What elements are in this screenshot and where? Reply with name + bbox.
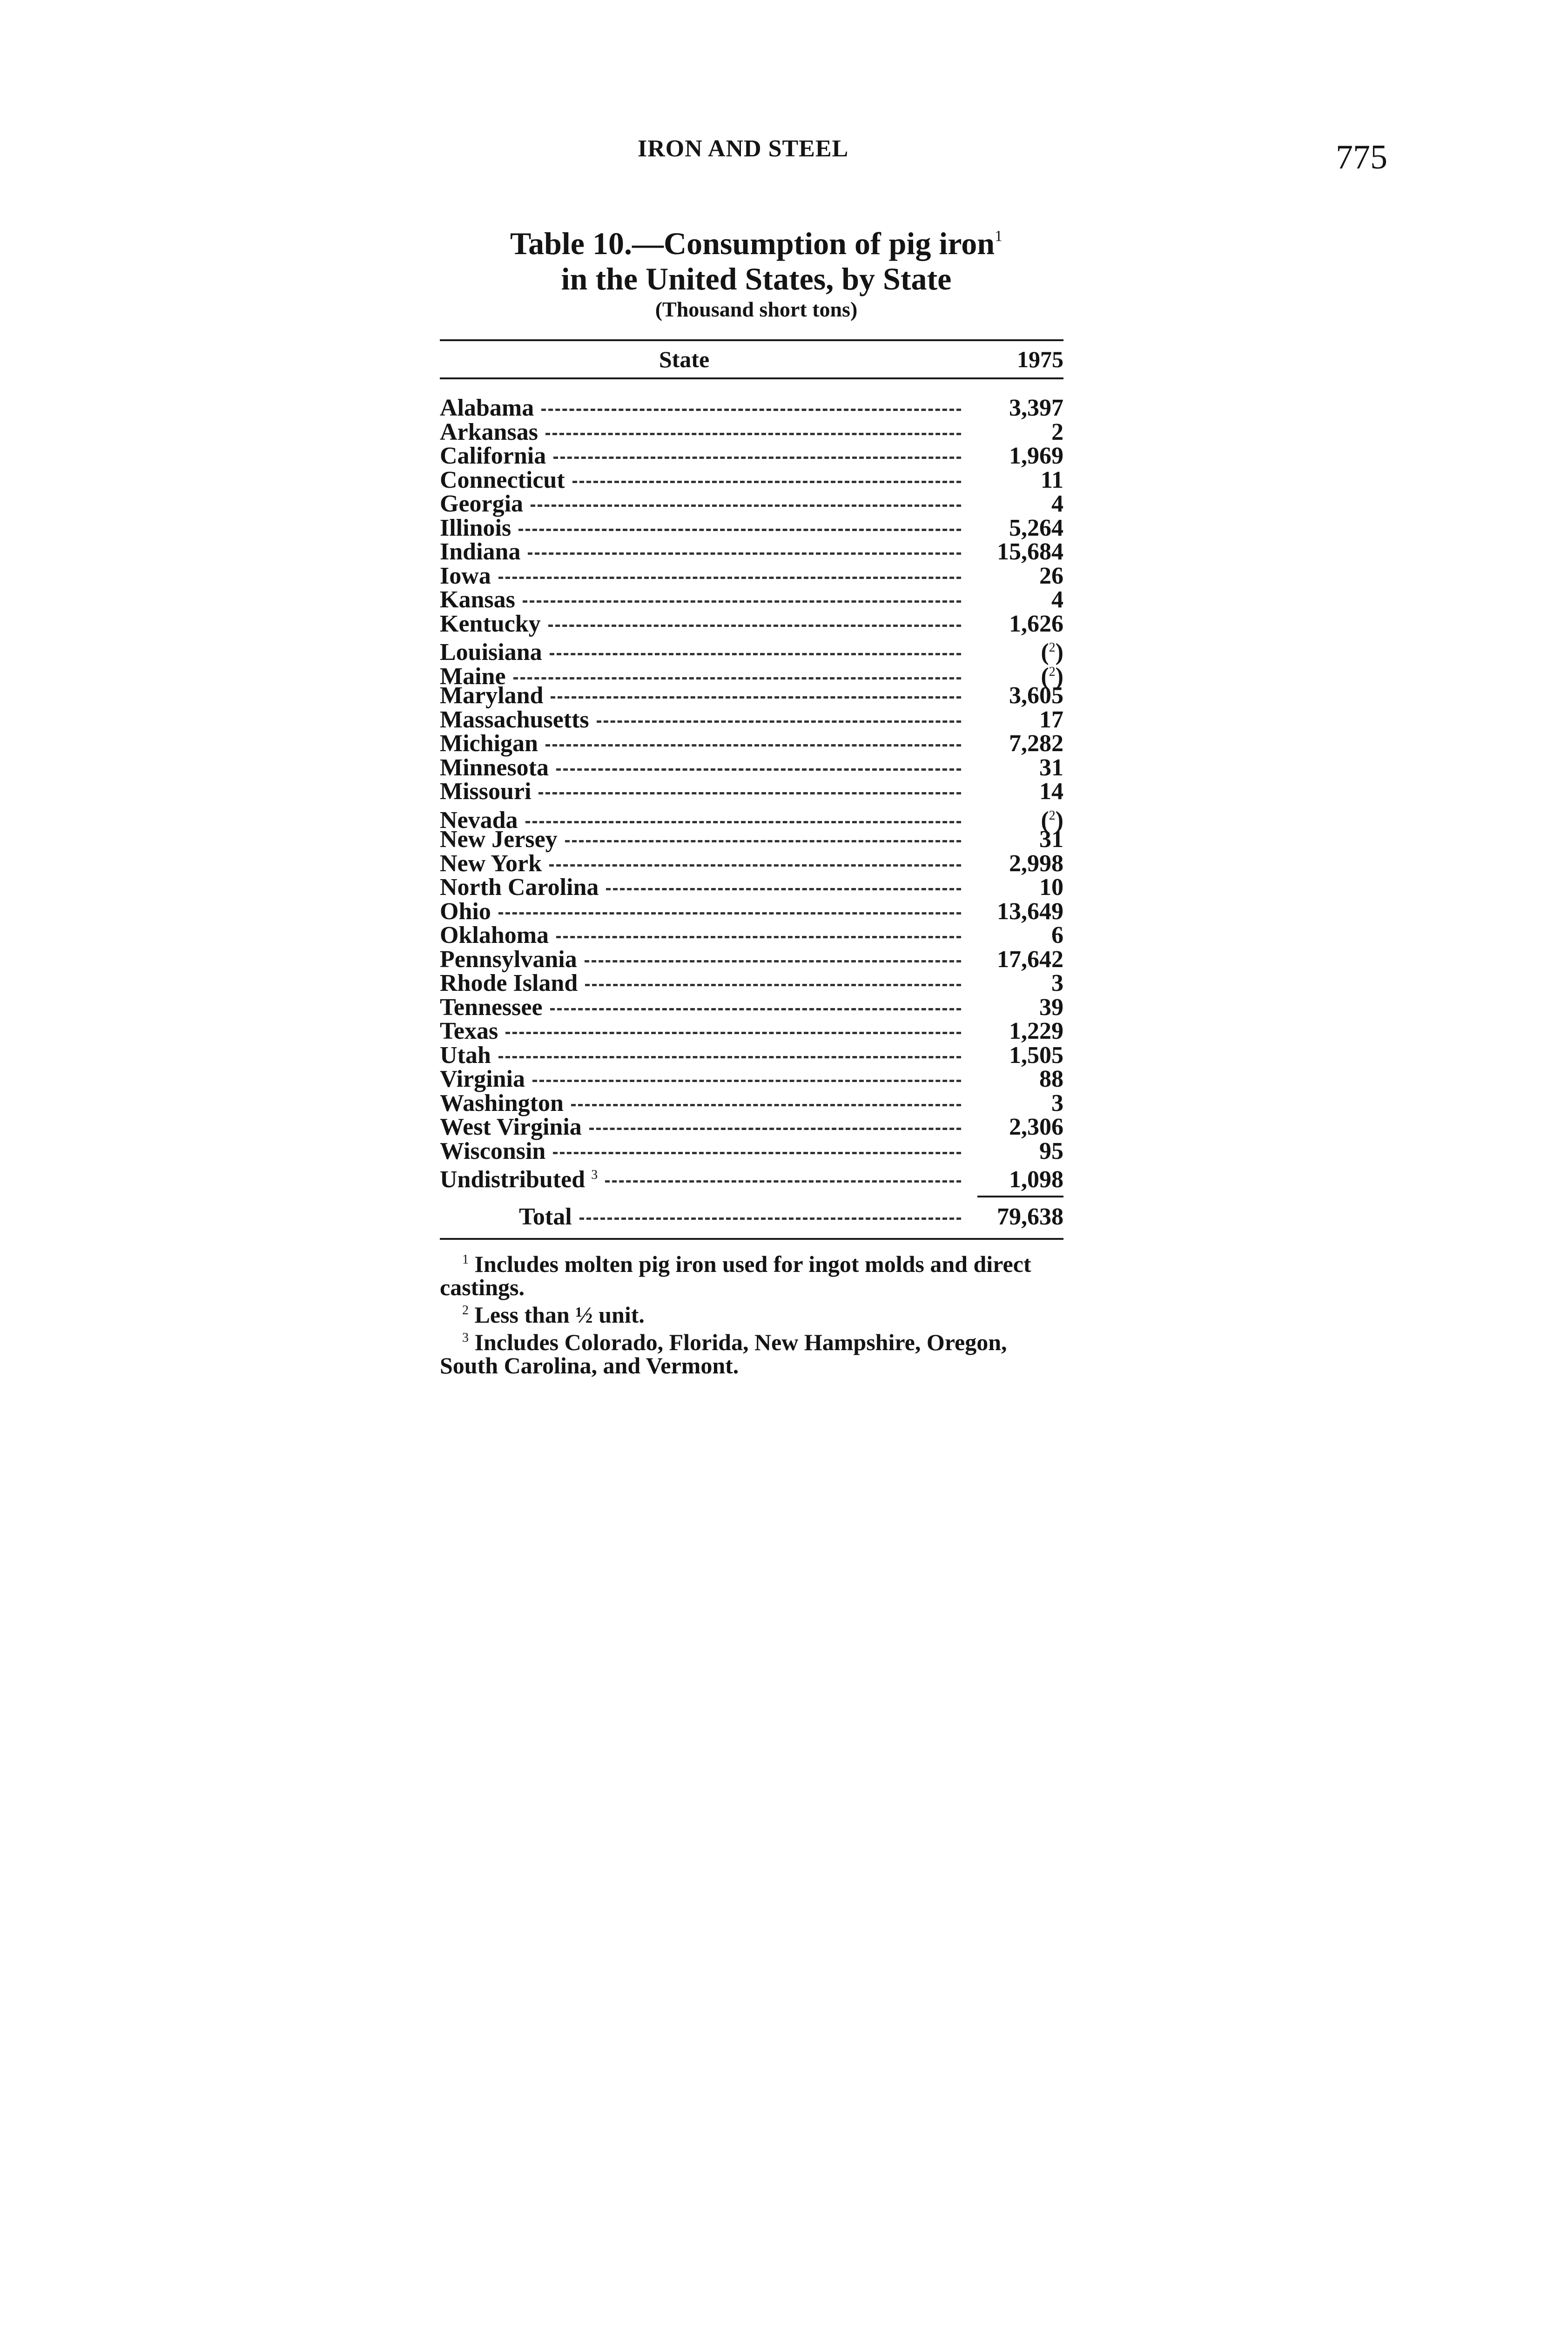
consumption-value: ($^2$) [1041, 807, 1063, 834]
consumption-value: 1,626 [1009, 610, 1063, 637]
leader-dots [605, 1180, 961, 1183]
table-row [440, 516, 1063, 540]
leader-dots [498, 577, 961, 579]
state-name: Texas [440, 1018, 498, 1044]
table-row [440, 948, 1063, 972]
consumption-value: 2,998 [1009, 850, 1063, 877]
leader-dots [548, 625, 961, 627]
consumption-value: 1,229 [1009, 1018, 1063, 1044]
state-name: Washington [440, 1090, 564, 1116]
leader-dots [549, 864, 961, 867]
leader-dots [532, 1080, 961, 1082]
leader-dots [585, 984, 961, 986]
title-footnote-ref: 1 [995, 228, 1003, 245]
state-name: Illinois [440, 514, 511, 541]
leader-dots [553, 457, 961, 459]
consumption-value: 31 [1039, 754, 1063, 781]
leader-dots [528, 552, 961, 555]
state-name: Maine [440, 663, 506, 690]
table-row [440, 923, 1063, 948]
consumption-value: 4 [1051, 491, 1063, 517]
state-name: Indiana [440, 538, 521, 565]
consumption-value: 2 [1051, 418, 1063, 445]
consumption-value: ($^2$) [1041, 663, 1063, 690]
state-name: Maryland [440, 682, 544, 709]
state-column-header: State [659, 346, 710, 372]
table-row [440, 684, 1063, 708]
table-row [440, 1115, 1063, 1139]
table-row [440, 971, 1063, 995]
table-bottom-rule [440, 1238, 1063, 1240]
state-name: Pennsylvania [440, 946, 577, 973]
consumption-value: 17 [1039, 706, 1063, 733]
table-title-line1: Table 10.—Consumption of pig iron$^1$ [510, 226, 1003, 261]
table-row [440, 756, 1063, 780]
table-row [440, 732, 1063, 756]
leader-dots [545, 744, 961, 747]
table-units: (Thousand short tons) [655, 297, 858, 321]
consumption-value: 7,282 [1009, 730, 1063, 757]
leader-dots [579, 1217, 961, 1220]
table-row [440, 612, 1063, 636]
consumption-value: 95 [1039, 1137, 1063, 1164]
table-row [440, 1043, 1063, 1068]
state-name: Iowa [440, 562, 491, 589]
leader-dots [551, 696, 961, 699]
table-row [440, 636, 1063, 666]
consumption-value: 15,684 [997, 538, 1063, 565]
state-name: Rhode Island [440, 970, 578, 996]
table-row [440, 875, 1063, 900]
table-row [440, 827, 1063, 852]
consumption-value: 1,098 [1009, 1166, 1063, 1193]
state-name: West Virginia [440, 1114, 582, 1140]
footnote-ref: 3 [591, 1168, 598, 1182]
consumption-value: ($^2$) [1041, 639, 1063, 666]
state-name: North Carolina [440, 874, 599, 901]
table-title [449, 219, 1063, 323]
consumption-value: 11 [1040, 466, 1063, 493]
table-row [440, 492, 1063, 516]
consumption-value: 13,649 [997, 898, 1063, 925]
state-name: Kentucky [440, 610, 541, 637]
state-name: Michigan [440, 730, 538, 757]
table-row [440, 564, 1063, 588]
table-body [440, 395, 1063, 1193]
table-row [440, 804, 1063, 834]
state-name: Arkansas [440, 418, 538, 445]
consumption-value: 3,605 [1009, 682, 1063, 709]
leader-dots [525, 821, 961, 823]
table-row [440, 588, 1063, 612]
state-name: Wisconsin [440, 1137, 546, 1164]
state-name: Utah [440, 1042, 491, 1069]
state-name: Undistributed $^3$ [440, 1166, 598, 1193]
consumption-value: 4 [1051, 586, 1063, 613]
leader-dots [585, 960, 961, 962]
state-name: Alabama [440, 395, 534, 421]
table-title-line2: in the United States, by State [561, 261, 952, 296]
consumption-value: 3 [1051, 1090, 1063, 1116]
total-value: 79,638 [984, 1205, 1063, 1229]
leader-dots [523, 600, 961, 603]
leader-dots [531, 504, 961, 507]
running-head: IRON AND STEEL [638, 135, 849, 162]
table-row [440, 852, 1063, 876]
year-column-header: 1975 [1017, 346, 1063, 372]
leader-dots [513, 677, 961, 679]
consumption-value: 3 [1051, 970, 1063, 996]
consumption-value: 1,969 [1009, 443, 1063, 469]
state-name: Louisiana [440, 639, 542, 666]
state-name: New Jersey [440, 826, 558, 853]
consumption-value: 39 [1039, 994, 1063, 1021]
state-name: Connecticut [440, 466, 565, 493]
table-row [440, 468, 1063, 492]
table-row [440, 1067, 1063, 1091]
leader-dots [498, 912, 961, 915]
page-number: 775 [1336, 138, 1387, 176]
table-row [440, 420, 1063, 444]
consumption-value: 31 [1039, 826, 1063, 853]
leader-dots [597, 720, 961, 723]
table-row [440, 1019, 1063, 1043]
consumption-value: 1,505 [1009, 1042, 1063, 1069]
state-name: California [440, 443, 546, 469]
consumption-value: 14 [1039, 778, 1063, 805]
table-row [440, 444, 1063, 468]
consumption-value: 2,306 [1009, 1114, 1063, 1140]
state-name: New York [440, 850, 542, 877]
state-name: Oklahoma [440, 922, 549, 948]
state-name: Nevada [440, 807, 518, 834]
table-row [440, 995, 1063, 1020]
table-row [440, 780, 1063, 804]
table-row [440, 900, 1063, 924]
header-rule [440, 377, 1063, 379]
consumption-value: 88 [1039, 1066, 1063, 1092]
footnote-2: $^2$ Less than ½ unit. [462, 1302, 645, 1328]
leader-dots [589, 1128, 961, 1130]
table-row [440, 1091, 1063, 1116]
state-name: Tennessee [440, 994, 543, 1021]
footnote-1: $^1$ Includes molten pig iron used for ingot molds and direct castings. [440, 1251, 1031, 1300]
consumption-value: 5,264 [1009, 514, 1063, 541]
state-name: Missouri [440, 778, 532, 805]
table-row [440, 708, 1063, 732]
leader-dots [518, 529, 961, 531]
leader-dots [545, 433, 961, 435]
table-row [440, 1139, 1063, 1164]
footnotes [440, 1248, 1063, 1377]
consumption-value: 6 [1051, 922, 1063, 948]
table-row [440, 540, 1063, 564]
consumption-table [440, 219, 1063, 1377]
leader-dots [565, 840, 961, 842]
state-name: Massachusetts [440, 706, 589, 733]
leader-dots [538, 792, 961, 794]
leader-dots [505, 1032, 961, 1034]
state-name: Georgia [440, 491, 524, 517]
consumption-value: 17,642 [997, 946, 1063, 973]
leader-dots [550, 653, 961, 655]
footnote-3: $^3$ Includes Colorado, Florida, New Hampshire, Oregon, South Carolina, and Vermont. [440, 1329, 1007, 1379]
leader-dots [553, 1152, 961, 1154]
leader-dots [541, 409, 961, 411]
column-header-row [440, 341, 1063, 377]
leader-dots [606, 888, 961, 890]
total-row [440, 1205, 1063, 1229]
leader-dots [550, 1008, 961, 1010]
consumption-value: 3,397 [1009, 395, 1063, 421]
table-row [440, 1163, 1063, 1193]
state-name: Virginia [440, 1066, 525, 1092]
leader-dots [572, 481, 961, 483]
leader-dots [498, 1056, 961, 1058]
leader-dots [556, 768, 961, 771]
state-name: Kansas [440, 586, 515, 613]
total-label: Total [519, 1203, 572, 1230]
leader-dots [571, 1104, 961, 1106]
table-row [440, 396, 1063, 420]
consumption-value: 10 [1039, 874, 1063, 901]
state-name: Minnesota [440, 754, 549, 781]
consumption-value: 26 [1039, 562, 1063, 589]
state-name: Ohio [440, 898, 491, 925]
leader-dots [556, 936, 961, 938]
